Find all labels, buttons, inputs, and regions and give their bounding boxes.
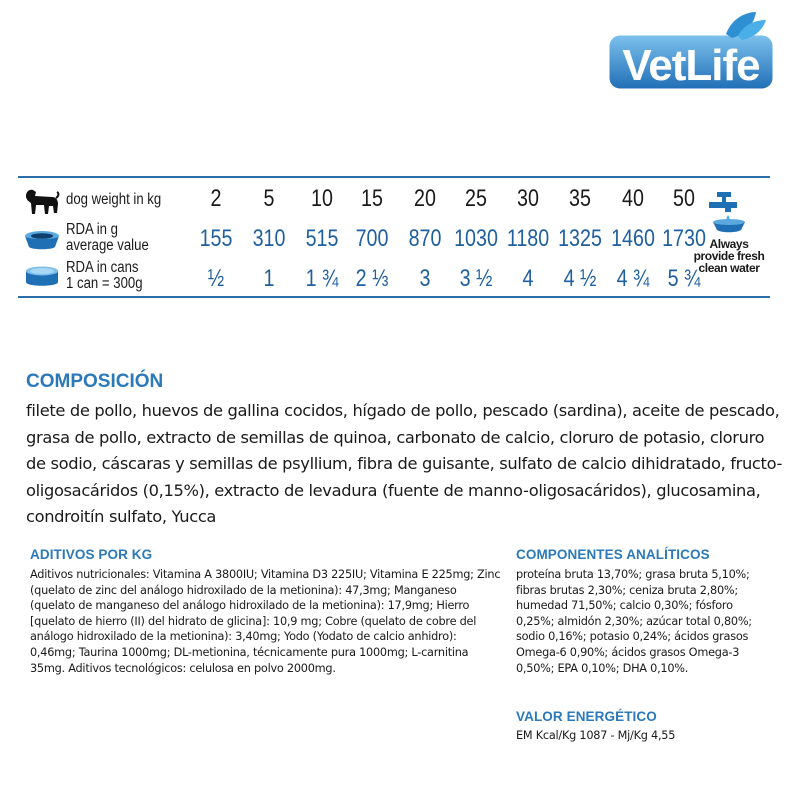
additives-title: ADITIVOS POR KG bbox=[30, 547, 153, 562]
cans-cell: ½ bbox=[207, 265, 225, 292]
cans-cell: 1 ¾ bbox=[305, 265, 339, 292]
water-note bbox=[692, 190, 766, 274]
cans-row bbox=[18, 258, 770, 296]
cans-label-line2: 1 can = 300g bbox=[66, 275, 143, 292]
cans-cell: 3 ½ bbox=[459, 265, 493, 292]
weight-cell: 10 bbox=[311, 185, 333, 212]
food-bowl-icon bbox=[22, 228, 62, 252]
grams-cell: 1325 bbox=[558, 225, 602, 252]
vetlife-logo bbox=[606, 8, 778, 92]
grams-row bbox=[18, 220, 770, 256]
weight-cell: 5 bbox=[263, 185, 275, 212]
water-line1: Always bbox=[709, 237, 749, 251]
cans-cell: 2 ⅓ bbox=[355, 265, 389, 292]
weight-cell: 35 bbox=[569, 185, 591, 212]
composition-title: COMPOSICIÓN bbox=[26, 371, 164, 392]
can-icon bbox=[22, 264, 62, 290]
grams-label-line1: RDA in g bbox=[66, 221, 118, 238]
weight-cell: 50 bbox=[673, 185, 695, 212]
grams-cell: 1730 bbox=[662, 225, 706, 252]
grams-cell: 870 bbox=[408, 225, 442, 252]
grams-cell: 1030 bbox=[454, 225, 498, 252]
water-line2: provide fresh bbox=[693, 249, 765, 263]
additives-text: Aditivos nutricionales: Vitamina A 3800IU; Vitamina D3 225IU; Vitamina E 225mg; Zinc (quelato de zinc del análogo hidroxilado de la metionina): 47,3mg; Manganeso (quelato de manganeso del análogo hidroxilado de la metionina): 17,9mg; Hierro [quelato de hierro (II) del hidrato de glicina]: 10,9 mg; Cobre (quelato de cobre del análogo hidroxilado de la metionina): 3,40mg; Yodo (Yodato de calcio anhidro): 0,46mg; Taurina 1000mg; DL-metionina, técnicamente pura 1000mg; L-carnitina 35mg. Aditivos tecnológicos: celulosa en polvo 2000mg. bbox=[30, 568, 501, 675]
grams-cell: 155 bbox=[199, 225, 233, 252]
weight-cell: 40 bbox=[622, 185, 644, 212]
grams-label-line2: average value bbox=[66, 237, 149, 254]
cans-cell: 4 bbox=[522, 265, 534, 292]
composition-text: filete de pollo, huevos de gallina cocidos, hígado de pollo, pescado (sardina), aceite de pescado, grasa de pollo, extracto de semillas de quinoa, carbonato de calcio, cloruro de potasio, cloruro de sodio, cáscaras y semillas de psyllium, fibra de guisante, sulfato de calcio dihidratado, fructo-oligosacáridos (0,15%), extracto de levadura (fuente de manno-oligosacáridos), glucosamina, condroitín sulfato, Yucca bbox=[26, 401, 783, 526]
cans-cell: 4 ½ bbox=[563, 265, 597, 292]
cans-cell: 3 bbox=[419, 265, 431, 292]
cans-cell: 1 bbox=[263, 265, 275, 292]
weight-cell: 15 bbox=[361, 185, 383, 212]
grams-cell: 1180 bbox=[506, 225, 550, 252]
cans-cell: 4 ¾ bbox=[616, 265, 650, 292]
grams-cell: 515 bbox=[305, 225, 339, 252]
weight-label: dog weight in kg bbox=[66, 191, 162, 208]
energy-text: EM Kcal/Kg 1087 - Mj/Kg 4,55 bbox=[516, 729, 676, 742]
energy-title: VALOR ENERGÉTICO bbox=[516, 709, 657, 724]
grams-cell: 700 bbox=[355, 225, 389, 252]
weight-cell: 20 bbox=[414, 185, 436, 212]
water-line3: clean water bbox=[698, 261, 760, 275]
weight-cell: 2 bbox=[210, 185, 222, 212]
cans-cell: 5 ¾ bbox=[667, 265, 701, 292]
analytical-title: COMPONENTES ANALÍTICOS bbox=[516, 547, 710, 562]
brand-name: VetLife bbox=[622, 41, 760, 90]
analytical-text: proteína bruta 13,70%; grasa bruta 5,10%; fibras brutas 2,30%; ceniza bruta 2,80%; humedad 71,50%; calcio 0,30%; fósforo 0,25%; almidón 2,30%; azúcar total 0,80%; sodio 0,16%; potasio 0,24%; ácidos grasos Omega-6 0,90%; ácidos grasos Omega-3 0,50%; EPA 0,10%; DHA 0,10%. bbox=[516, 568, 752, 675]
weight-row bbox=[18, 182, 770, 218]
weight-cell: 25 bbox=[465, 185, 487, 212]
feeding-table bbox=[18, 176, 770, 298]
vetlife-logo-graphic bbox=[606, 8, 778, 92]
cans-label-line1: RDA in cans bbox=[66, 259, 139, 276]
weight-cell: 30 bbox=[517, 185, 539, 212]
dog-icon bbox=[22, 186, 60, 216]
grams-cell: 310 bbox=[252, 225, 286, 252]
water-tap-icon bbox=[707, 190, 751, 234]
grams-cell: 1460 bbox=[611, 225, 655, 252]
